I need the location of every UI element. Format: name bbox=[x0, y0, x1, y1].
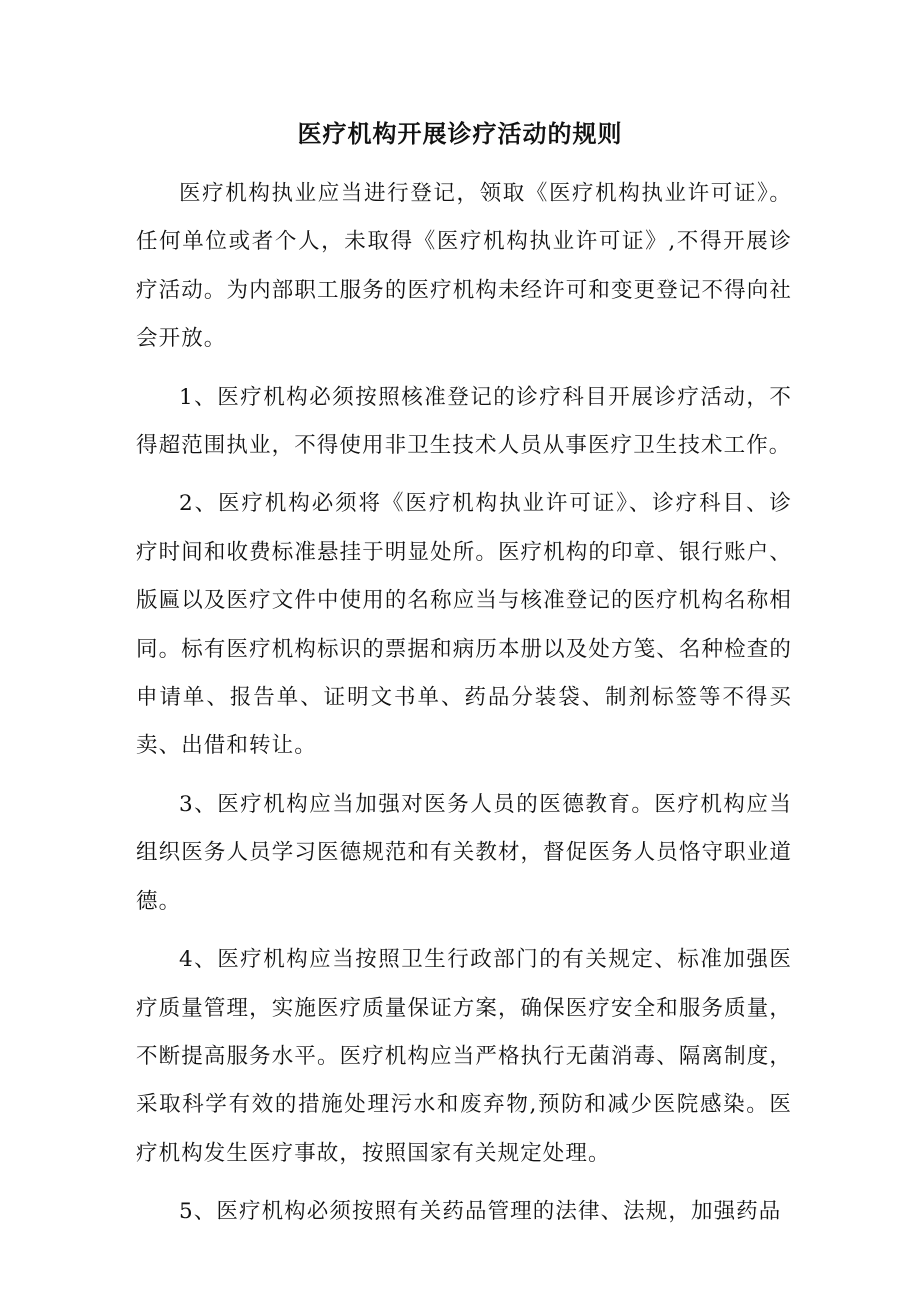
paragraph-rule-3: 3、医疗机构应当加强对医务人员的医德教育。医疗机构应当组织医务人员学习医德规范和有关教材，督促医务人员恪守职业道德。 bbox=[136, 791, 792, 914]
document-body bbox=[136, 170, 792, 1237]
document-title: 医疗机构开展诊疗活动的规则 bbox=[297, 120, 623, 148]
paragraph-rule-5: 5、医疗机构必须按照有关药品管理的法律、法规，加强药品 bbox=[179, 1199, 782, 1225]
paragraph-rule-1: 1、医疗机构必须按照核准登记的诊疗科目开展诊疗活动，不得超范围执业，不得使用非卫生技术人员从事医疗卫生技术工作。 bbox=[136, 384, 792, 459]
paragraph-rule-2: 2、医疗机构必须将《医疗机构执业许可证》、诊疗科目、诊疗时间和收费标准悬挂于明显处所。医疗机构的印章、银行账户、版匾以及医疗文件中使用的名称应当与核准登记的医疗机构名称相同。标有医疗机构标识的票据和病历本册以及处方笺、名种检查的申请单、报告单、证明文书单、药品分装袋、制剂标签等不得买卖、出借和转让。 bbox=[136, 491, 792, 759]
paragraph-intro: 医疗机构执业应当进行登记，领取《医疗机构执业许可证》。任何单位或者个人，未取得《医疗机构执业许可证》,不得开展诊疗活动。为内部职工服务的医疗机构未经许可和变更登记不得向社会开放。 bbox=[136, 181, 792, 352]
paragraph-rule-4: 4、医疗机构应当按照卫生行政部门的有关规定、标准加强医疗质量管理，实施医疗质量保证方案，确保医疗安全和服务质量，不断提高服务水平。医疗机构应当严格执行无菌消毒、隔离制度，采取科学有效的措施处理污水和废弃物,预防和减少医院感染。医疗机构发生医疗事故，按照国家有关规定处理。 bbox=[136, 947, 792, 1166]
